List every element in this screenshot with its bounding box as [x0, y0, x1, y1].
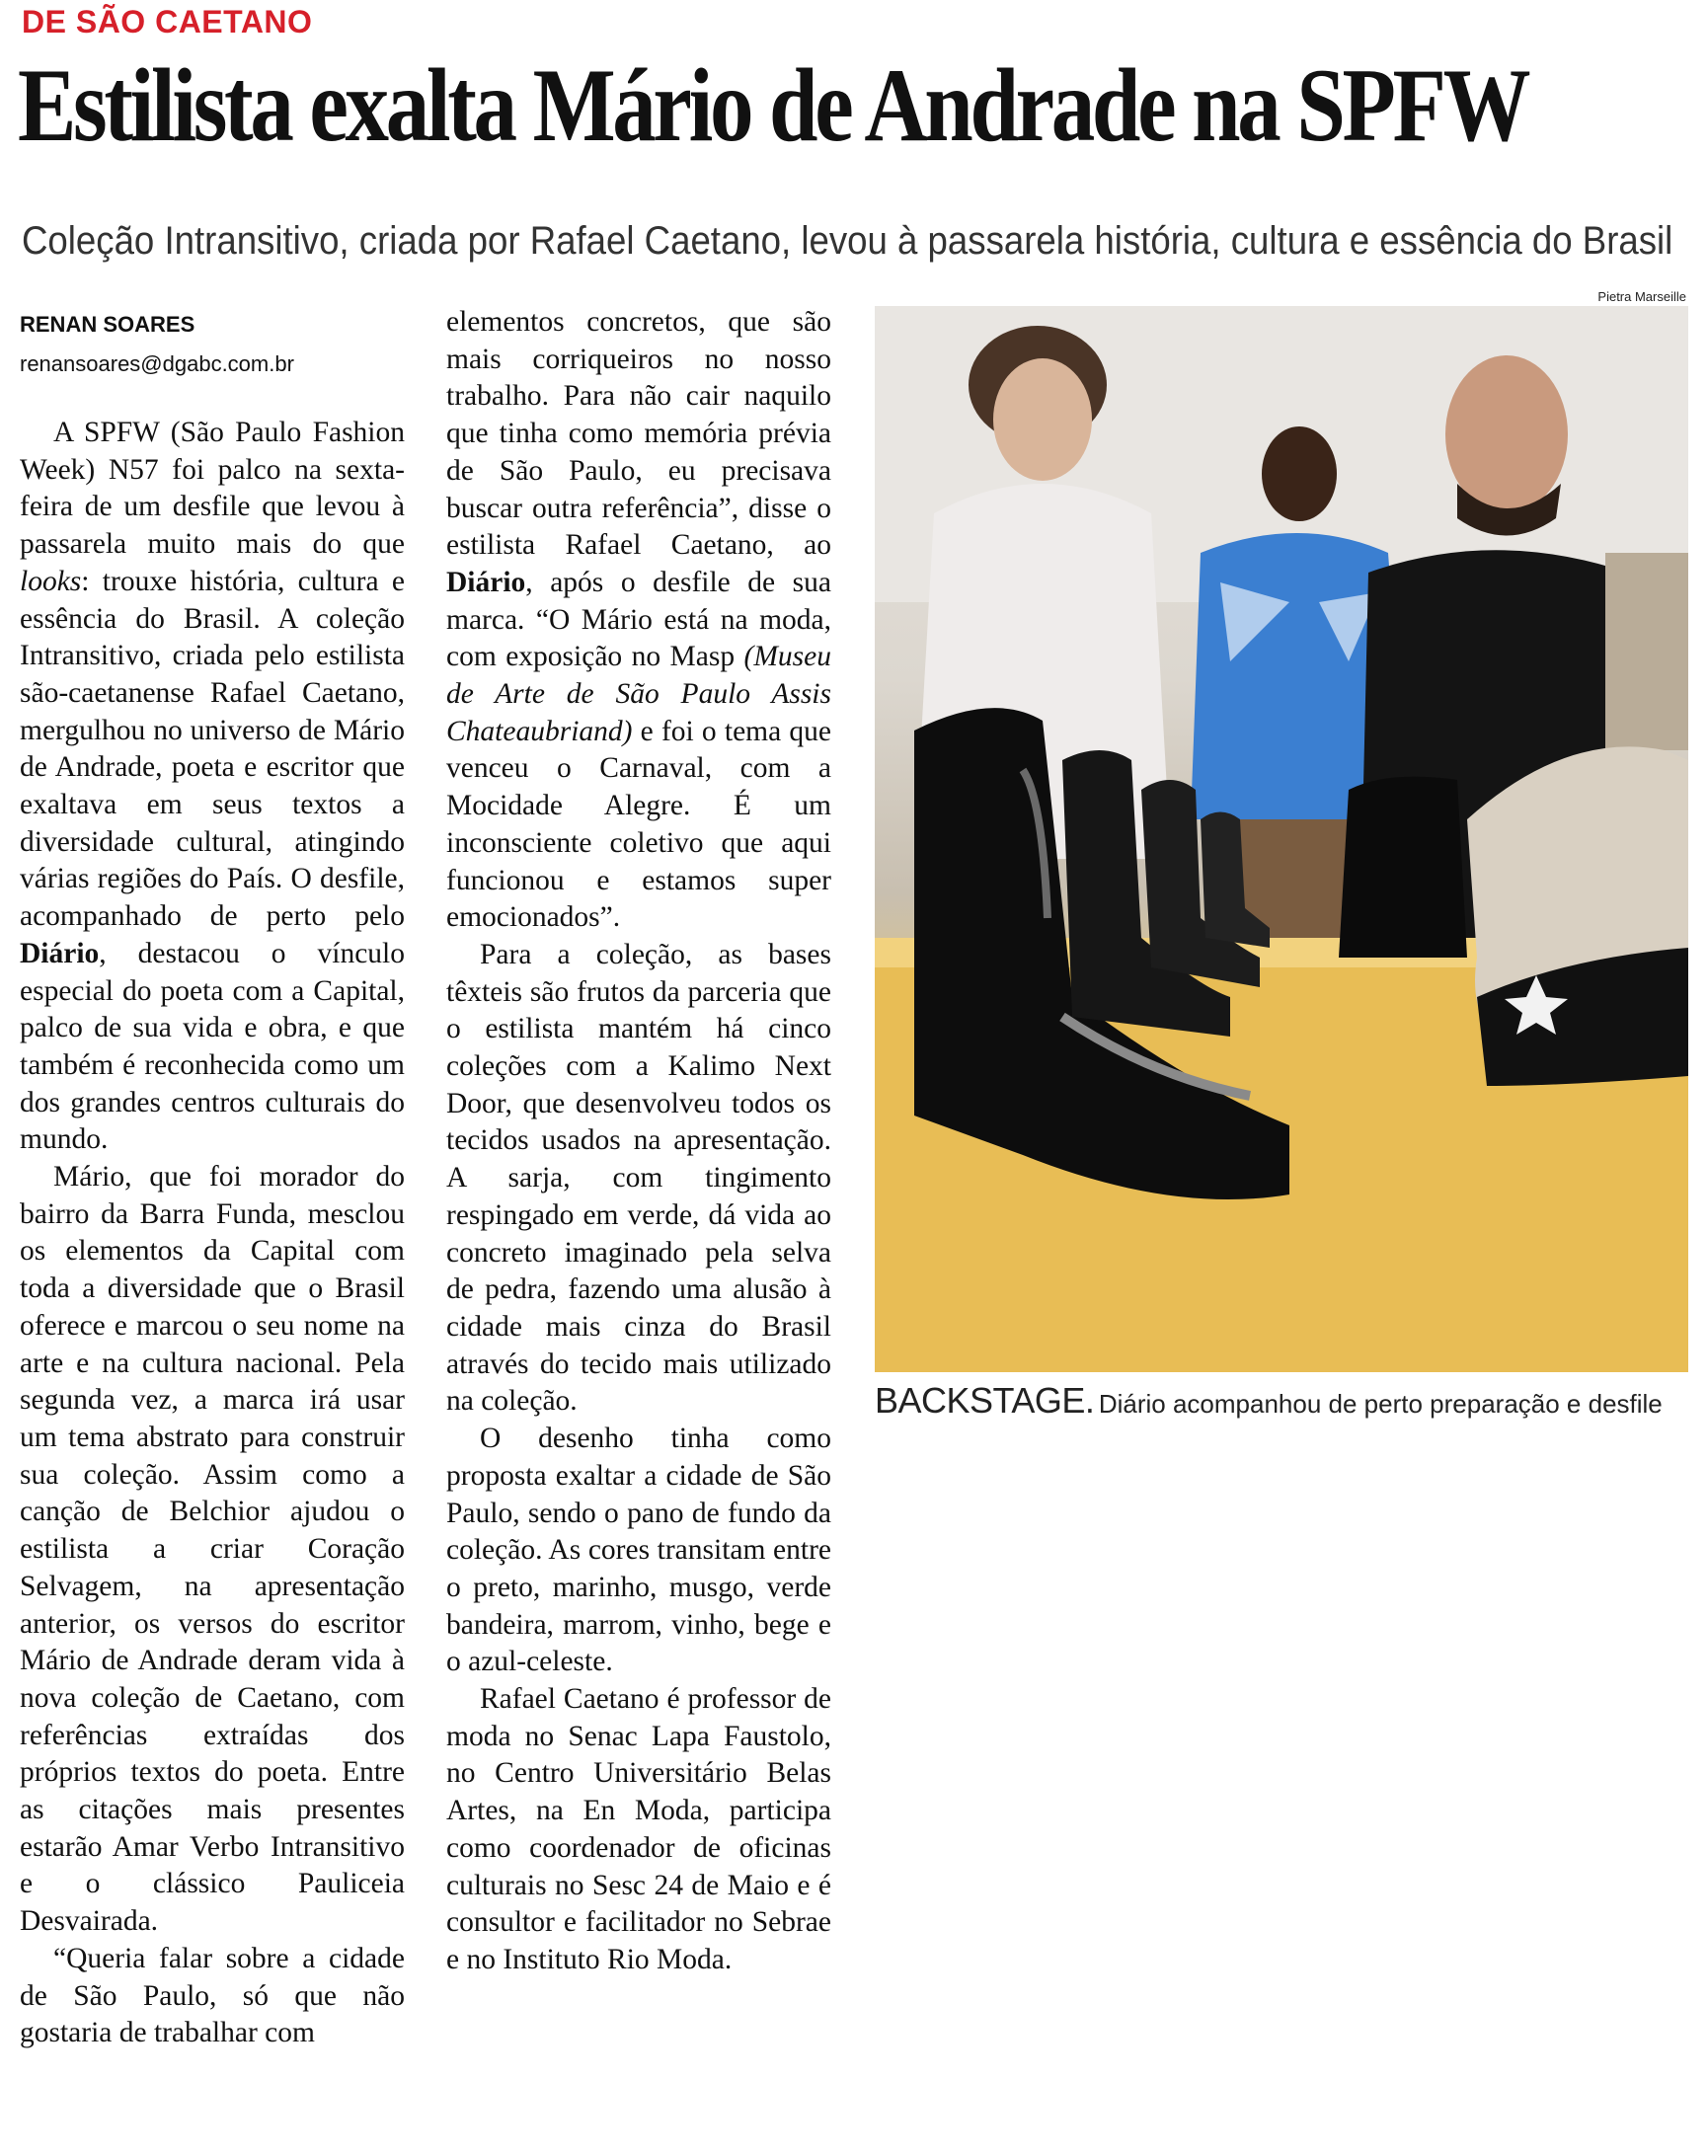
headline: Estilista exalta Mário de Andrade na SPFW: [18, 47, 1528, 163]
byline: [20, 312, 294, 377]
emphasis: looks: [20, 565, 82, 597]
newspaper-name: Diário: [20, 937, 100, 969]
photo-illustration: [875, 306, 1688, 1372]
photo-credit: Pietra Marseille: [1597, 289, 1686, 304]
paragraph: O desenho tinha como proposta exaltar a cidade de São Paulo, sendo o pano de fundo da coleção. As cores transitam entre o preto, marinho, musgo, verde bandeira, marrom, vinho, bege e o azul-celeste.: [446, 1423, 831, 1678]
author-email[interactable]: renansoares@dgabc.com.br: [20, 351, 294, 376]
paragraph: Mário, que foi morador do bairro da Barra Funda, mesclou os elementos da Capital com toda a diversidade que o Brasil oferece e marcou o seu nome na arte e na cultura nacional. Pela segunda vez, a marca irá usar um tema abstrato para construir sua coleção. Assim como a canção de Belchior ajudou o estilista a criar Coração Selvagem, na apresentação anterior, os versos do escritor Mário de Andrade deram vida à nova coleção de Caetano, com referências extraídas dos próprios textos do poeta. Entre as citações mais presentes estarão Amar Verbo Intransitivo e o clássico Pauliceia Desvairada.: [20, 1161, 405, 1938]
paragraph: elementos concretos, que são mais corriqueiros no nosso trabalho. Para não cair naquilo que tinha como memória prévia de São Paulo, eu precisava buscar outra referência”, disse o estilista Rafael Caetano, ao Diário, após o desfile de sua marca. “O Mário está na moda, com exposição no Masp (Museu de Arte de São Paulo Assis Chateaubriand) e foi o tema que venceu o Carnaval, com a Mocidade Alegre. É um inconsciente coletivo que aqui funcionou e estamos super emocionados”.: [446, 306, 831, 934]
emphasis: (Museu de Arte de São Paulo Assis Chateaubriand): [446, 641, 831, 747]
caption-text: Diário acompanhou de perto preparação e desfile: [1098, 1389, 1663, 1419]
article-column-2: [446, 304, 831, 1979]
article-column-1: [20, 415, 405, 2052]
paragraph: A SPFW (São Paulo Fashion Week) N57 foi palco na sexta-feira de um desfile que levou à passarela muito mais do que looks: trouxe história, cultura e essência do Brasil. A coleção Intransitivo, criada pelo estilista são-caetanense Rafael Caetano, mergulhou no universo de Mário de Andrade, poeta e escritor que exaltava em seus textos a diversidade cultural, atingindo várias regiões do País. O desfile, acompanhado de perto pelo Diário, destacou o vínculo especial do poeta com a Capital, palco de sua vida e obra, e que também é reconhecida como um dos grandes centros culturais do mundo.: [20, 417, 405, 1156]
paragraph: “Queria falar sobre a cidade de São Paulo, só que não gostaria de trabalhar com: [20, 1942, 405, 2049]
photo-caption: [875, 1380, 1694, 1422]
newspaper-name: Diário: [446, 566, 526, 598]
section-kicker: DE SÃO CAETANO: [22, 4, 313, 39]
author-name: RENAN SOARES: [20, 312, 195, 337]
paragraph: Para a coleção, as bases têxteis são frutos da parceria que o estilista mantém há cinco coleções com a Kalimo Next Door, que desenvolveu todos os tecidos usados na apresentação. A sarja, com tingimento respingado em verde, dá vida ao concreto imaginado pela selva de pedra, fazendo uma alusão à cidade mais cinza do Brasil através do tecido mais utilizado na coleção.: [446, 938, 831, 1418]
backstage-photo: [875, 306, 1688, 1372]
subheadline: Coleção Intransitivo, criada por Rafael Caetano, levou à passarela história, cultura e essência do Brasil: [22, 219, 1673, 263]
paragraph: Rafael Caetano é professor de moda no Senac Lapa Faustolo, no Centro Universitário Belas Artes, na En Moda, participa como coordenador de oficinas culturais no Sesc 24 de Maio e é consultor e facilitador no Sebrae e no Instituto Rio Moda.: [446, 1683, 831, 1975]
caption-lead: BACKSTAGE.: [875, 1380, 1095, 1421]
